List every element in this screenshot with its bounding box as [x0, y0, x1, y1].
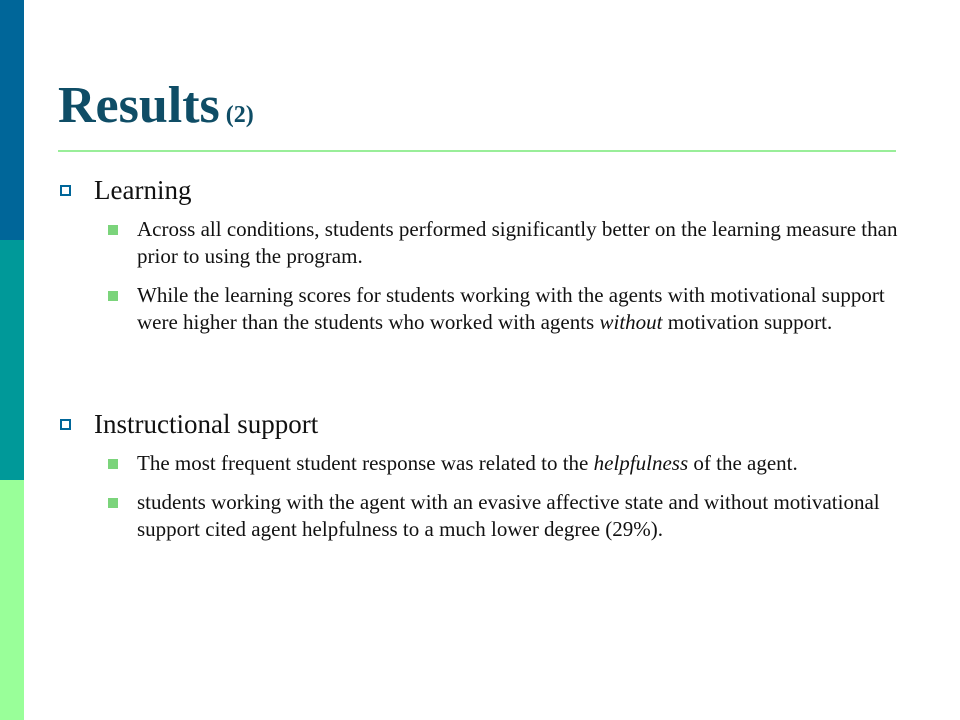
list-item — [60, 282, 910, 336]
square-bullet-icon — [108, 291, 118, 301]
list-item — [60, 489, 910, 543]
bullet-list — [60, 216, 910, 336]
side-bar-top-segment — [0, 0, 24, 240]
square-bullet-icon — [108, 225, 118, 235]
side-bar-bottom-segment — [0, 480, 24, 720]
list-item-emphasis: helpfulness — [593, 451, 689, 475]
list-item-text-after: of the agent. — [688, 451, 798, 475]
list-item-text-before: The most frequent student response was related to the — [137, 451, 594, 475]
side-bar-middle-segment — [0, 240, 24, 480]
bullet-list — [60, 450, 910, 543]
square-bullet-icon — [108, 459, 118, 469]
slide-title-text: Results — [58, 77, 220, 134]
section-label: Instructional support — [94, 409, 319, 439]
list-item-emphasis: without — [599, 310, 663, 334]
slide-title — [58, 77, 254, 134]
list-item-text: students working with the agent with an evasive affective state and without motivational support cited agent helpfulness to a much lower degree (29%). — [137, 490, 880, 541]
list-item-text-before: While the learning scores for students working with the agents with motivational support were higher than the students who worked with agents — [137, 283, 885, 334]
section-learning — [60, 174, 910, 348]
title-underline — [58, 150, 896, 152]
slide-title-suffix: (2) — [225, 102, 254, 128]
hollow-square-bullet-icon — [60, 419, 71, 430]
list-item-text: Across all conditions, students performed significantly better on the learning measure than prior to using the program. — [137, 217, 898, 268]
list-item — [60, 216, 910, 270]
hollow-square-bullet-icon — [60, 185, 71, 196]
list-item-text-after: motivation support. — [662, 310, 833, 334]
square-bullet-icon — [108, 498, 118, 508]
list-item — [60, 450, 910, 477]
section-heading — [60, 408, 910, 440]
section-instructional-support — [60, 408, 910, 555]
section-label: Learning — [94, 175, 192, 205]
section-heading — [60, 174, 910, 206]
